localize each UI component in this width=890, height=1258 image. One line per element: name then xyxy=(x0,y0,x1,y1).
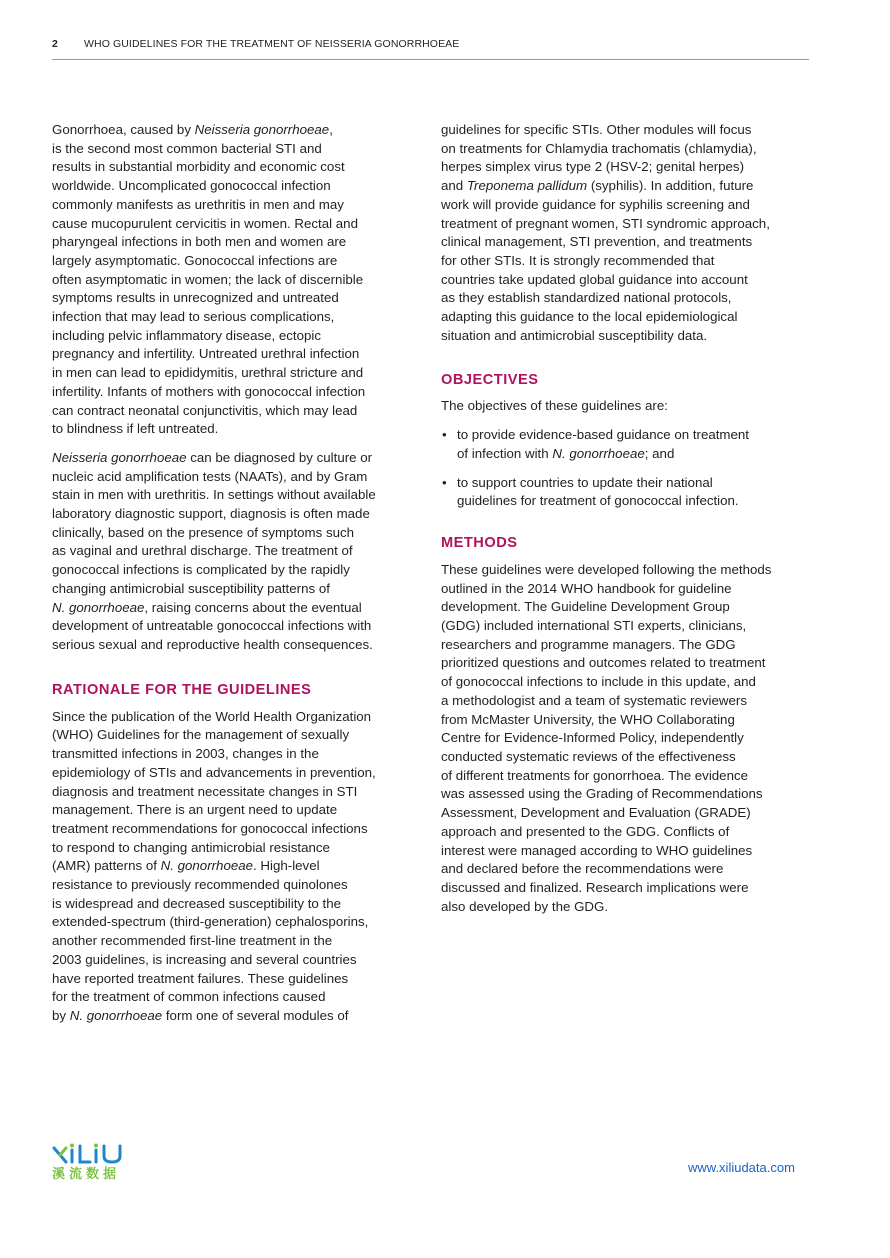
methods-heading: METHODS xyxy=(441,534,518,551)
rationale-paragraph xyxy=(52,708,414,1026)
text-line: cause mucopurulent cervicitis in women. Rectal and xyxy=(52,215,358,231)
logo-chinese-text: 溪流数据 xyxy=(52,1167,121,1182)
methods-paragraph xyxy=(441,561,811,916)
text-line: adapting this guidance to the local epidemiological xyxy=(441,309,738,325)
text-line: of different treatments for gonorrhoea. The evidence xyxy=(441,767,749,783)
text-line: pregnancy and infertility. Untreated urethral infection xyxy=(52,346,360,362)
text-line: (GDG) included international STI experts, clinicians, xyxy=(441,618,747,634)
text-line: serious sexual and reproductive health consequences. xyxy=(52,636,373,652)
text-line: researchers and programme managers. The GDG xyxy=(441,636,736,652)
text-line: treatment of pregnant women, STI syndromic approach, xyxy=(441,215,770,231)
text-line: stain in men with urethritis. In settings without available xyxy=(52,487,376,503)
website-link[interactable]: www.xiliudata.com xyxy=(688,1160,795,1175)
text-line: for other STIs. It is strongly recommended that xyxy=(441,252,715,268)
text-line: infertility. Infants of mothers with gonococcal infection xyxy=(52,383,366,399)
text-line: on treatments for Chlamydia trachomatis (chlamydia), xyxy=(441,140,757,156)
text-line: can contract neonatal conjunctivitis, which may lead xyxy=(52,402,358,418)
text-line: to blindness if left untreated. xyxy=(52,421,219,437)
text-line: to support countries to update their national xyxy=(457,474,713,490)
text-line: outlined in the 2014 WHO handbook for guideline xyxy=(441,580,732,596)
text-line: work will provide guidance for syphilis screening and xyxy=(441,196,750,212)
text-line: worldwide. Uncomplicated gonococcal infection xyxy=(52,178,331,194)
text-line: pharyngeal infections in both men and women are xyxy=(52,234,347,250)
text-line: clinical management, STI prevention, and treatments xyxy=(441,234,753,250)
text-line: is widespread and decreased susceptibility to the xyxy=(52,895,342,911)
modules-paragraph xyxy=(441,121,811,345)
text-line: a methodologist and a team of systematic reviewers xyxy=(441,692,747,708)
text-line: N. gonorrhoeae, raising concerns about the eventual xyxy=(52,599,362,615)
running-header xyxy=(52,38,809,60)
text-line: to provide evidence-based guidance on treatment xyxy=(457,427,749,443)
text-line: as vaginal and urethral discharge. The treatment of xyxy=(52,543,353,559)
text-line: including pelvic inflammatory disease, ectopic xyxy=(52,327,322,343)
bullet-icon: • xyxy=(442,427,447,443)
text-line: approach and presented to the GDG. Conflicts of xyxy=(441,823,730,839)
text-line: development of untreatable gonococcal infections with xyxy=(52,618,372,634)
text-line: treatment recommendations for gonococcal infections xyxy=(52,820,368,836)
text-line: as they establish standardized national protocols, xyxy=(441,290,732,306)
bullet-icon: • xyxy=(442,474,447,490)
diagnosis-paragraph xyxy=(52,449,414,655)
objectives-heading: OBJECTIVES xyxy=(441,372,539,389)
text-line: diagnosis and treatment necessitate changes in STI xyxy=(52,783,358,799)
text-line: interest were managed according to WHO guidelines xyxy=(441,842,753,858)
text-line: clinically, based on the presence of symptoms such xyxy=(52,524,355,540)
rationale-heading: RATIONALE FOR THE GUIDELINES xyxy=(52,681,312,698)
text-line: another recommended first-line treatment in the xyxy=(52,933,333,949)
text-line: changing antimicrobial susceptibility patterns of xyxy=(52,580,330,596)
text-line: of infection with N. gonorrhoeae; and xyxy=(457,445,675,461)
page-number: 2 xyxy=(52,38,58,50)
text-line: conducted systematic reviews of the effectiveness xyxy=(441,748,736,764)
text-line: have reported treatment failures. These guidelines xyxy=(52,970,349,986)
text-line: from McMaster University, the WHO Collaborating xyxy=(441,711,735,727)
text-line: prioritized questions and outcomes related to treatment xyxy=(441,655,766,671)
text-line: herpes simplex virus type 2 (HSV-2; genital herpes) xyxy=(441,159,745,175)
text-line: guidelines for treatment of gonococcal infection. xyxy=(457,493,739,509)
objectives-intro: The objectives of these guidelines are: xyxy=(441,398,668,414)
text-line: extended-spectrum (third-generation) cephalosporins, xyxy=(52,914,369,930)
text-line: to respond to changing antimicrobial resistance xyxy=(52,839,330,855)
text-line: laboratory diagnostic support, diagnosis is often made xyxy=(52,506,370,522)
text-line: discussed and finalized. Research implications were xyxy=(441,879,749,895)
text-line: and declared before the recommendations were xyxy=(441,861,724,877)
text-line: situation and antimicrobial susceptibility data. xyxy=(441,327,708,343)
objective-text xyxy=(457,474,811,511)
text-line: Gonorrhoea, caused by Neisseria gonorrhoeae, xyxy=(52,122,333,137)
text-line: commonly manifests as urethritis in men and may xyxy=(52,196,344,212)
text-line: transmitted infections in 2003, changes in the xyxy=(52,746,319,762)
text-line: also developed by the GDG. xyxy=(441,898,609,914)
text-line: largely asymptomatic. Gonococcal infections are xyxy=(52,252,338,268)
text-line: These guidelines were developed following the methods xyxy=(441,561,772,577)
text-line: was assessed using the Grading of Recommendations xyxy=(441,786,763,802)
text-line: guidelines for specific STIs. Other modules will focus xyxy=(441,122,752,137)
text-line: in men can lead to epididymitis, urethral stricture and xyxy=(52,365,364,381)
objectives-list xyxy=(441,426,811,511)
text-line: results in substantial morbidity and economic cost xyxy=(52,159,345,175)
text-line: is the second most common bacterial STI and xyxy=(52,140,322,156)
objective-item xyxy=(441,474,811,511)
text-line: gonococcal infections is complicated by the rapidly xyxy=(52,562,350,578)
text-line: Neisseria gonorrhoeae can be diagnosed by culture or xyxy=(52,449,373,465)
objective-text xyxy=(457,426,811,463)
text-line: Assessment, Development and Evaluation (GRADE) xyxy=(441,805,751,821)
text-line: (WHO) Guidelines for the management of sexually xyxy=(52,727,350,743)
text-line: countries take updated global guidance into account xyxy=(441,271,748,287)
text-line: epidemiology of STIs and advancements in prevention, xyxy=(52,764,376,780)
text-line: nucleic acid amplification tests (NAATs), and by Gram xyxy=(52,468,368,484)
text-line: symptoms results in unrecognized and untreated xyxy=(52,290,339,306)
text-line: resistance to previously recommended quinolones xyxy=(52,877,348,893)
left-column xyxy=(52,121,414,1036)
header-title: WHO GUIDELINES FOR THE TREATMENT OF NEISSERIA GONORRHOEAE xyxy=(84,38,460,50)
text-line: (AMR) patterns of N. gonorrhoeae. High-level xyxy=(52,858,320,874)
text-line: and Treponema pallidum (syphilis). In addition, future xyxy=(441,178,754,194)
right-column xyxy=(441,121,811,926)
text-line: 2003 guidelines, is increasing and several countries xyxy=(52,951,357,967)
text-line: often asymptomatic in women; the lack of discernible xyxy=(52,271,364,287)
text-line: by N. gonorrhoeae form one of several modules of xyxy=(52,1007,349,1023)
intro-paragraph xyxy=(52,121,414,439)
text-line: Since the publication of the World Health Organization xyxy=(52,708,372,724)
text-line: for the treatment of common infections caused xyxy=(52,989,326,1005)
text-line: of gonococcal infections to include in this update, and xyxy=(441,674,756,690)
text-line: development. The Guideline Development Group xyxy=(441,599,730,615)
text-line: infection that may lead to serious complications, xyxy=(52,309,335,325)
text-line: management. There is an urgent need to update xyxy=(52,802,338,818)
objective-item xyxy=(441,426,811,463)
text-line: Centre for Evidence-Informed Policy, independently xyxy=(441,730,744,746)
